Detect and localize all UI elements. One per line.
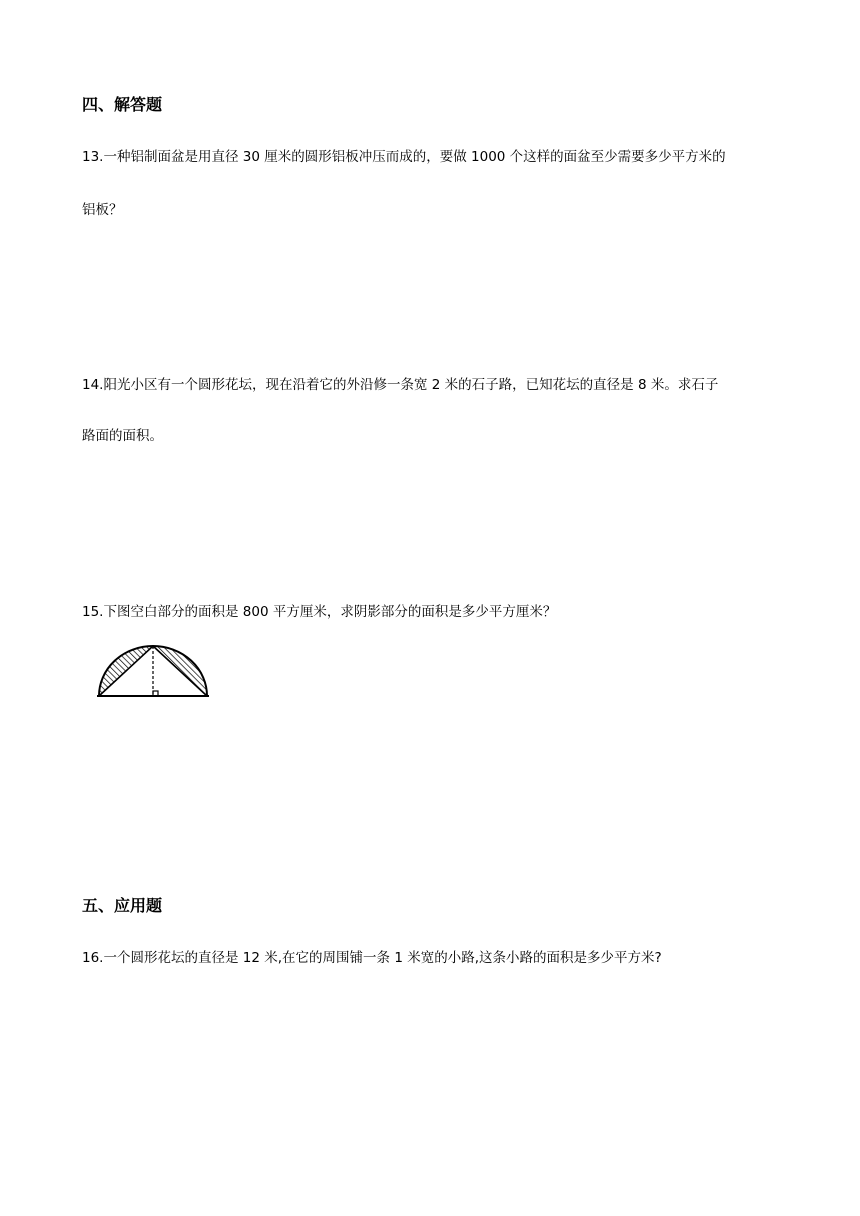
- question-15-text-1: 下图空白部分的面积是 800 平方厘米，求阴影部分的面积是多少平方厘米？: [103, 604, 557, 620]
- question-13-number: 13.: [82, 149, 104, 165]
- question-16-line-1: [82, 949, 662, 967]
- question-13-line-1: [82, 148, 726, 166]
- section-heading-5: 五、应用题: [82, 896, 163, 915]
- question-14-line-1: [82, 376, 718, 394]
- question-15-line-1: [82, 603, 556, 621]
- question-14-line-2: 路面的面积。: [82, 428, 163, 444]
- question-16-number: 16.: [82, 950, 104, 966]
- question-14-number: 14.: [82, 377, 104, 393]
- question-13-text-1: 一种铝制面盆是用直径 30 厘米的圆形铝板冲压而成的，要做 1000 个这样的面盆至少需要多少平方米的: [103, 149, 726, 165]
- question-15-number: 15.: [82, 604, 104, 620]
- section-heading-4: 四、解答题: [82, 95, 163, 114]
- semicircle-triangle-figure: [94, 640, 212, 702]
- question-14-text-1: 阳光小区有一个圆形花坛，现在沿着它的外沿修一条宽 2 米的石子路，已知花坛的直径是 8 米。求石子: [103, 377, 719, 393]
- question-13-line-2: 铝板？: [82, 202, 123, 218]
- question-16-text-1: 一个圆形花坛的直径是 12 米,在它的周围铺一条 1 米宽的小路,这条小路的面积是多少平方米?: [103, 950, 662, 966]
